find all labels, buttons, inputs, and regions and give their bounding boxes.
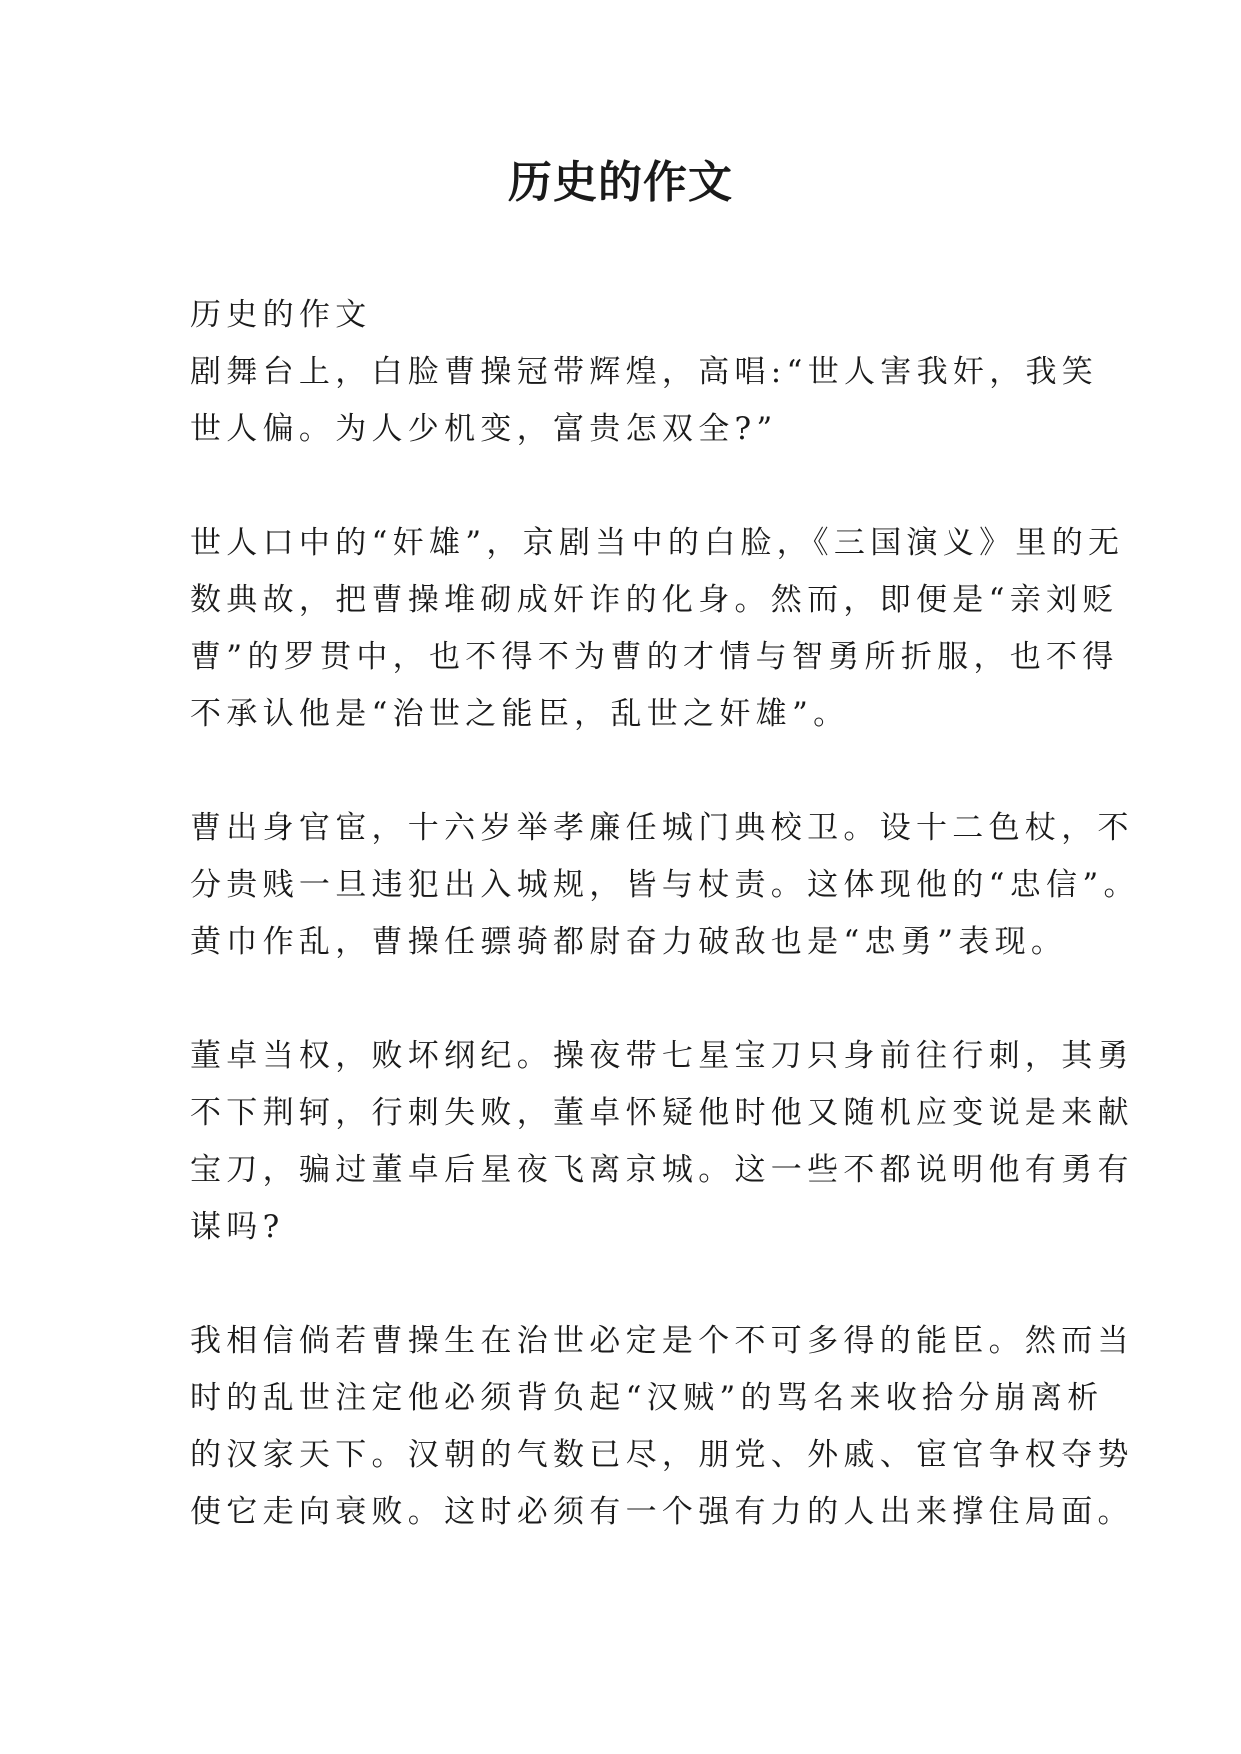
text-line: 董卓当权，败坏纲纪。操夜带七星宝刀只身前往行刺，其勇: [190, 1038, 1134, 1074]
document-title: 历史的作文: [508, 157, 733, 208]
text-line: 历史的作文: [190, 297, 372, 333]
paragraph-spacer: [190, 971, 1070, 1028]
document-body: [190, 287, 1140, 1541]
text-line: 不下荆轲，行刺失败，董卓怀疑他时他又随机应变说是来献: [190, 1095, 1134, 1131]
paragraph-spacer: [190, 458, 1070, 515]
paragraph-spacer: [190, 743, 1070, 800]
text-line: 分贵贱一旦违犯出入城规，皆与杖责。这体现他的“忠信”。: [190, 867, 1140, 903]
text-line: 数典故，把曹操堆砌成奸诈的化身。然而，即便是“亲刘贬: [190, 582, 1119, 618]
text-line: 曹”的罗贯中，也不得不为曹的才情与智勇所折服，也不得: [190, 639, 1119, 675]
text-line: 使它走向衰败。这时必须有一个强有力的人出来撑住局面。: [190, 1494, 1134, 1530]
text-line: 我相信倘若曹操生在治世必定是个不可多得的能臣。然而当: [190, 1323, 1134, 1359]
text-line: 曹出身官宦，十六岁举孝廉任城门典校卫。设十二色杖，不: [190, 810, 1134, 846]
text-line: 的汉家天下。汉朝的气数已尽，朋党、外戚、宦官争权夺势: [190, 1437, 1134, 1473]
paragraph-3: [190, 800, 1140, 971]
text-line: 世人口中的“奸雄”，京剧当中的白脸，《三国演义》里的无: [190, 525, 1125, 561]
paragraph-1: [190, 344, 1099, 458]
text-line: 世人偏。为人少机变，富贵怎双全?”: [190, 411, 778, 447]
paragraph-spacer: [190, 1256, 1070, 1313]
text-line: 宝刀，骗过董卓后星夜飞离京城。这一些不都说明他有勇有: [190, 1152, 1134, 1188]
text-line: 谋吗?: [190, 1209, 285, 1245]
paragraph-4: [190, 1028, 1134, 1256]
text-line: 黄巾作乱，曹操任骠骑都尉奋力破敌也是“忠勇”表现。: [190, 924, 1068, 960]
paragraph-heading: [190, 287, 1070, 344]
paragraph-2: [190, 515, 1125, 743]
text-line: 剧舞台上，白脸曹操冠带辉煌，高唱:“世人害我奸，我笑: [190, 354, 1099, 390]
text-line: 时的乱世注定他必须背负起“汉贼”的骂名来收拾分崩离析: [190, 1380, 1104, 1416]
text-line: 不承认他是“治世之能臣，乱世之奸雄”。: [190, 696, 850, 732]
paragraph-5: [190, 1313, 1134, 1541]
